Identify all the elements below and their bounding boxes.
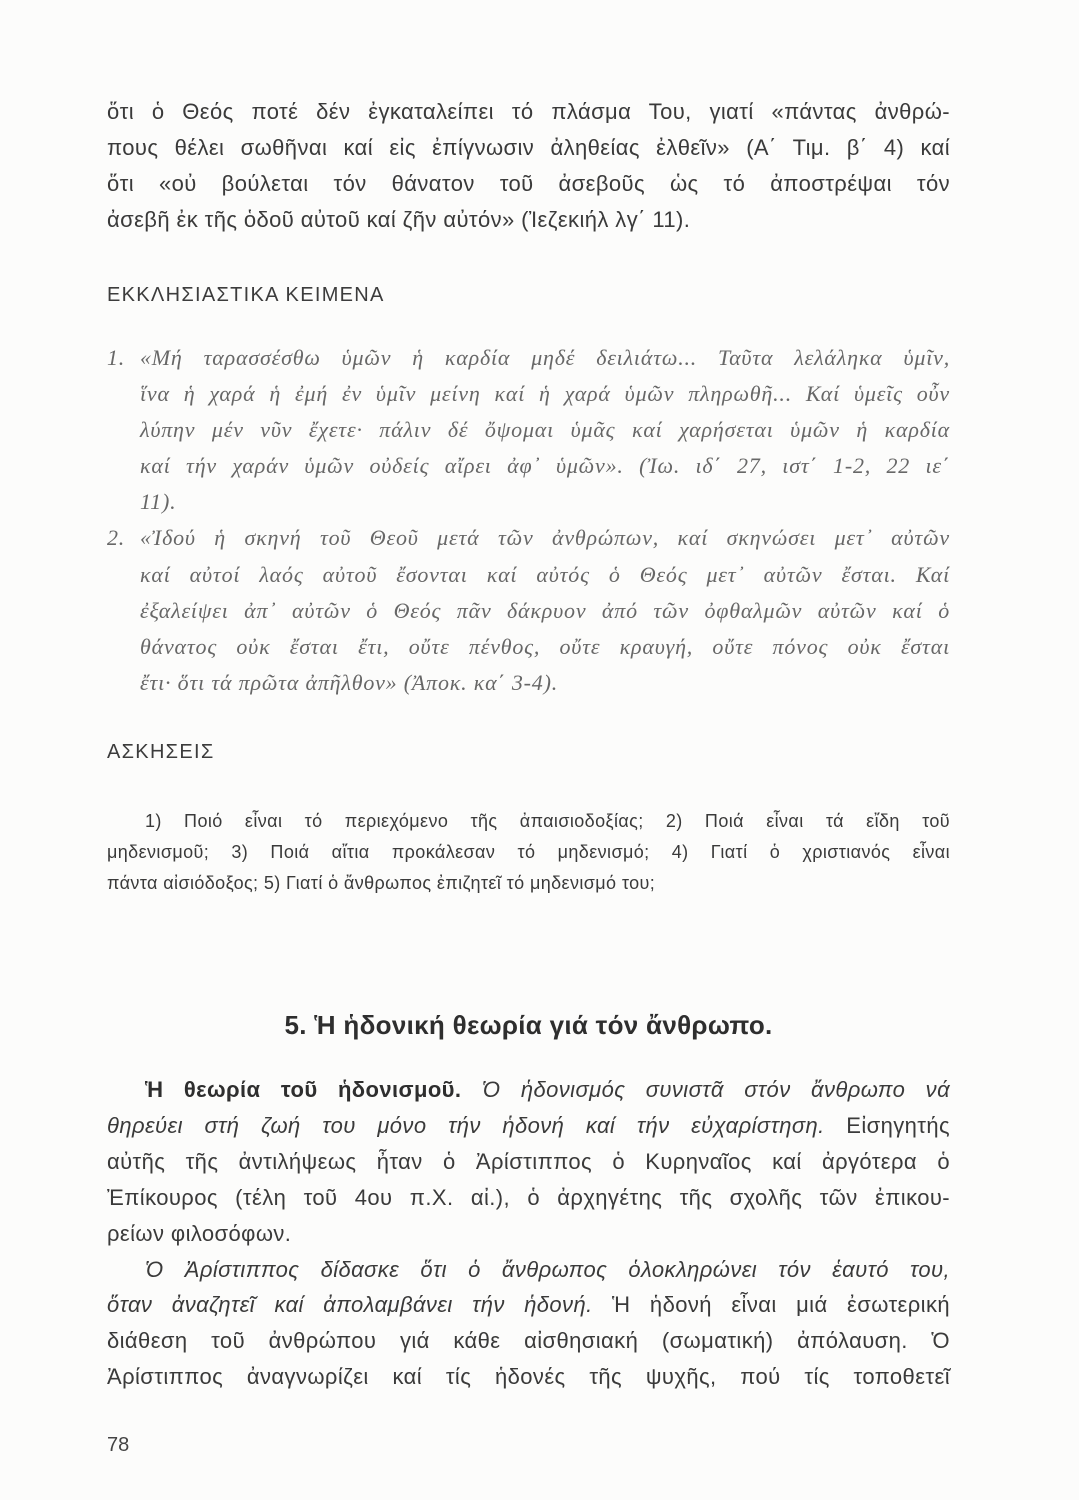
- text-line: Ἐπίκουρος (τέλη τοῦ 4ου π.Χ. αἰ.), ὁ ἀρχηγέτης τῆς σχολῆς τῶν ἐπικου-: [107, 1184, 950, 1210]
- church-texts-list: [107, 340, 950, 701]
- quote-text: [140, 340, 950, 520]
- paragraph: [107, 1072, 950, 1252]
- chapter-title: 5. Ἡ ἡδονική θεωρία γιά τόν ἄνθρωπο.: [284, 1010, 773, 1040]
- intro-paragraph: [107, 94, 950, 238]
- quote-line: καί αὐτοί λαός αὐτοῦ ἔσονται καί αὐτός ὁ Θεός μετ᾽ αὐτῶν ἔσται. Καί: [140, 561, 950, 587]
- text-line: ὅτι ὁ Θεός ποτέ δέν ἐγκαταλείπει τό πλάσμα Του, γιατί «πάντας ἀνθρώ-: [107, 99, 950, 124]
- quote-text: [140, 520, 950, 700]
- quote-item: [107, 520, 950, 700]
- text-line: [107, 1287, 950, 1323]
- quote-number: 2.: [107, 525, 126, 551]
- plain-text: Ἡ ἡδονή εἶναι μιά ἐσωτερική: [612, 1292, 950, 1318]
- quote-number: 1.: [107, 345, 126, 370]
- section-heading-exercises: ΑΣΚΗΣΕΙΣ: [107, 741, 215, 763]
- quote-line: λύπην μέν νῦν ἔχετε· πάλιν δέ ὄψομαι ὑμᾶς καί χαρήσεται ὑμῶν ἡ καρδία: [140, 417, 950, 443]
- text-line: Ἀρίστιππος ἀναγνωρίζει καί τίς ἡδονές τῆς ψυχῆς, πού τίς τοποθετεῖ: [107, 1364, 950, 1390]
- quote-line: 11).: [140, 489, 177, 515]
- quote-line: ἵνα ἡ χαρά ἡ ἐμή ἐν ὑμῖν μείνη καί ἡ χαρά ὑμῶν πληρωθῆ... Καί ὑμεῖς οὖν: [140, 381, 950, 407]
- quote-line: ἔτι· ὅτι τά πρῶτα ἀπῆλθον» (Ἀποκ. κα΄ 3-4).: [140, 669, 559, 695]
- exercise-line: 1) Ποιό εἶναι τό περιεχόμενο τῆς ἀπαισιοδοξίας; 2) Ποιά εἶναι τά εἴδη τοῦ: [145, 811, 950, 831]
- paragraph: [107, 1252, 950, 1396]
- text-line: ρείων φιλοσόφων.: [107, 1220, 292, 1246]
- text-line: ὅτι «οὐ βούλεται τόν θάνατον τοῦ ἀσεβοῦς ὡς τό ἀποστρέψαι τόν: [107, 171, 950, 196]
- chapter-body: [107, 1072, 950, 1395]
- quote-line: θάνατος οὐκ ἔσται ἔτι, οὔτε πένθος, οὔτε κραυγή, οὔτε πόνος οὐκ ἔσται: [140, 633, 950, 659]
- quote-line: καί τήν χαράν ὑμῶν οὐδείς αἴρει ἀφ᾽ ὑμῶν». (Ἰω. ιδ΄ 27, ιστ΄ 1-2, 22 ιε΄: [140, 453, 950, 479]
- quote-line: «Μή ταρασσέσθω ὑμῶν ἡ καρδία μηδέ δειλιάτω... Ταῦτα λελάληκα ὑμῖν,: [140, 345, 950, 370]
- text-line: Ὁ Ἀρίστιππος δίδασκε ὅτι ὁ ἄνθρωπος ὁλοκληρώνει τόν ἑαυτό του,: [145, 1256, 950, 1282]
- exercise-line: μηδενισμοῦ; 3) Ποιά αἴτια προκάλεσαν τό μηδενισμό; 4) Γιατί ὁ χριστιανός εἶναι: [107, 842, 950, 862]
- text-line: [107, 1072, 950, 1108]
- emphasis-text: θηρεύει στή ζωή του μόνο τήν ἡδονή καί τήν εὐχαρίστηση.: [107, 1112, 825, 1138]
- run-in-heading: Ἡ θεωρία τοῦ ἡδονισμοῦ.: [145, 1077, 462, 1102]
- plain-text: Εἰσηγητής: [846, 1112, 950, 1138]
- text-line: πους θέλει σωθῆναι καί εἰς ἐπίγνωσιν ἀληθείας ἐλθεῖν» (Α΄ Τιμ. β΄ 4) καί: [107, 135, 950, 160]
- emphasis-text: Ὁ ἡδονισμός συνιστᾶ στόν ἄνθρωπο νά: [481, 1077, 951, 1102]
- page-number: 78: [107, 1434, 130, 1456]
- quote-item: [107, 340, 950, 520]
- section-heading-church-texts: ΕΚΚΛΗΣΙΑΣΤΙΚΑ ΚΕΙΜΕΝΑ: [107, 284, 385, 306]
- exercises-paragraph: [107, 806, 950, 899]
- quote-line: ἐξαλείψει ἀπ᾽ αὐτῶν ὁ Θεός πᾶν δάκρυον ἀπό τῶν ὀφθαλμῶν αὐτῶν καί ὁ: [140, 597, 950, 623]
- text-line: διάθεση τοῦ ἀνθρώπου γιά κάθε αἰσθησιακή (σωματική) ἀπόλαυση. Ὁ: [107, 1328, 950, 1354]
- exercise-line: πάντα αἰσιόδοξος; 5) Γιατί ὁ ἄνθρωπος ἐπιζητεῖ τό μηδενισμό του;: [107, 873, 656, 893]
- text-line: [107, 1108, 950, 1144]
- text-line: ἀσεβῆ ἐκ τῆς ὁδοῦ αὐτοῦ καί ζῆν αὐτόν» (Ἰεζεκιήλ λγ΄ 11).: [107, 207, 691, 232]
- text-line: αὐτῆς τῆς ἀντιλήψεως ἦταν ὁ Ἀρίστιππος ὁ Κυρηναῖος καί ἀργότερα ὁ: [107, 1148, 950, 1174]
- quote-line: «Ἰδού ἡ σκηνή τοῦ Θεοῦ μετά τῶν ἀνθρώπων, καί σκηνώσει μετ᾽ αὐτῶν: [140, 525, 950, 551]
- emphasis-text: ὅταν ἀναζητεῖ καί ἀπολαμβάνει τήν ἡδονή.: [107, 1292, 593, 1318]
